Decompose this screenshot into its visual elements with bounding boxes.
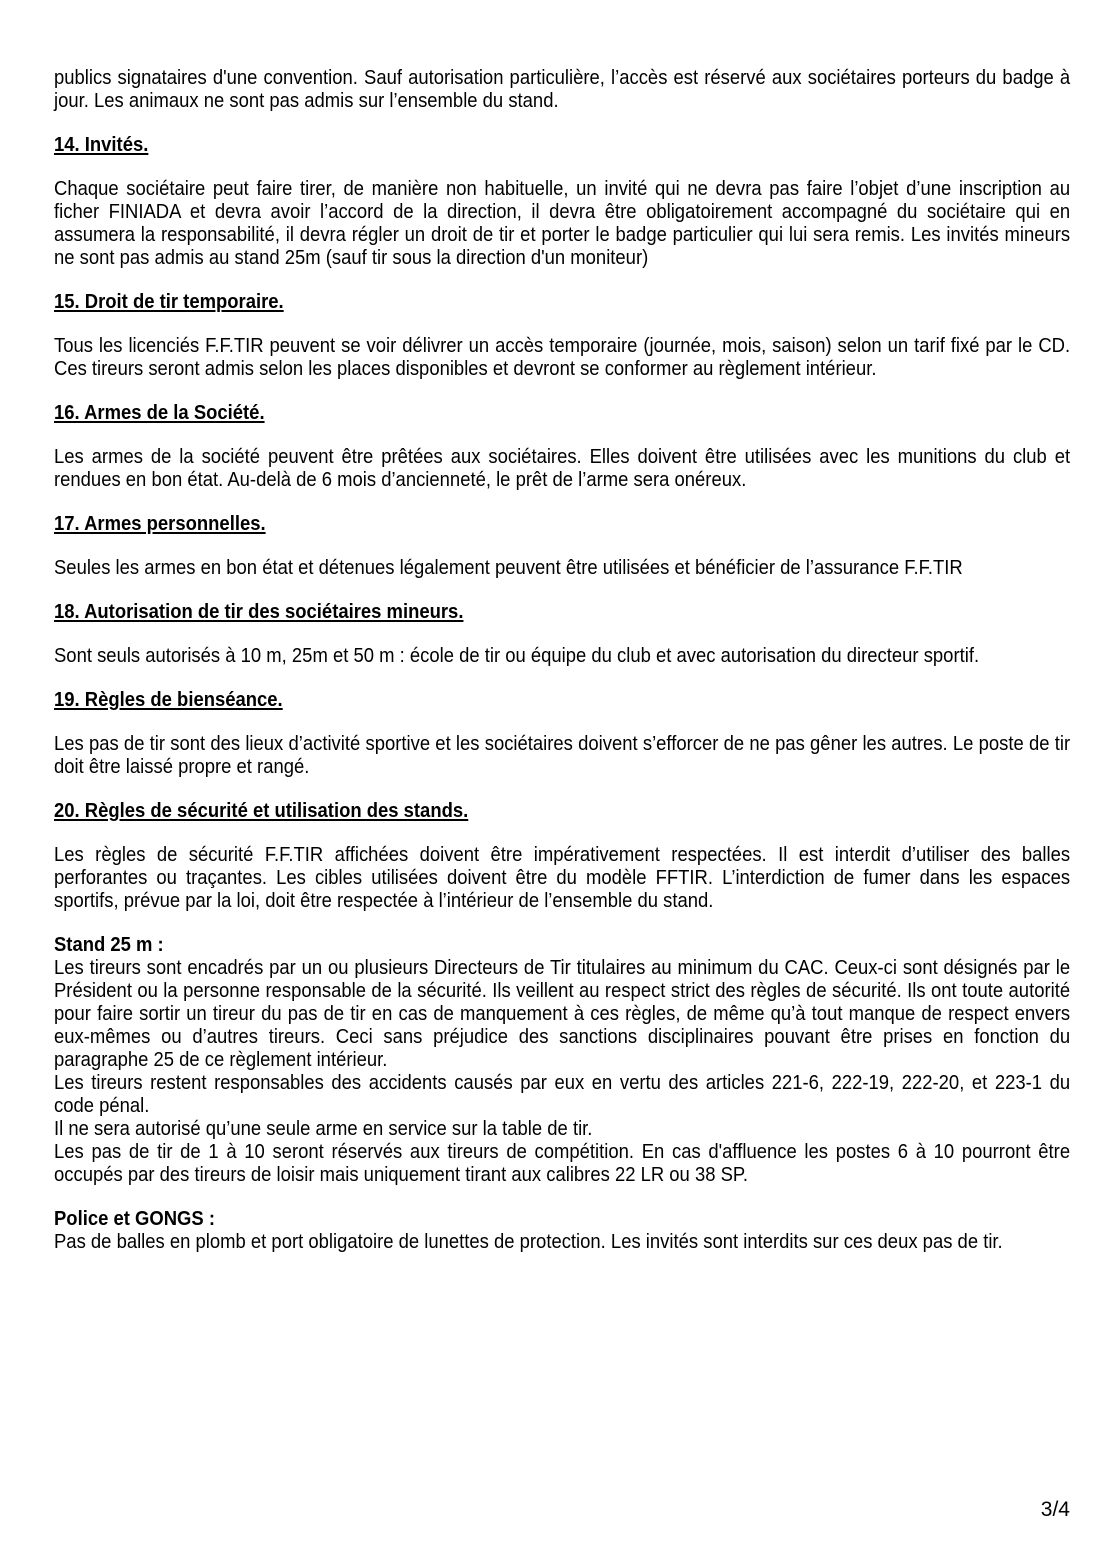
section-16-heading: 16. Armes de la Société. — [54, 401, 265, 424]
section-17-text: Seules les armes en bon état et détenues légalement peuvent être utilisées et bénéficier de l’assurance F.F.TIR — [54, 556, 963, 579]
section-16-text: Les armes de la société peuvent être prêtées aux sociétaires. Elles doivent être utilisées avec les munitions du club et rendues en bon état. Au-delà de 6 mois d’ancienneté, le prêt de l’arme sera onéreux. — [54, 445, 1071, 491]
section-20-heading: 20. Règles de sécurité et utilisation des stands. — [54, 799, 469, 822]
section-20-text: Les règles de sécurité F.F.TIR affichées doivent être impérativement respectées. Il est interdit d’utiliser des balles perforantes ou traçantes. Les cibles utilisées doivent être du modèle FFTIR. L’interdiction de fumer dans les espaces sportifs, prévue par la loi, doit être respectée à l’intérieur de l’ensemble du stand. — [54, 843, 1071, 912]
stand-25-paragraph-4: Les pas de tir de 1 à 10 seront réservés aux tireurs de compétition. En cas d'affluence les postes 6 à 10 pourront être occupés par des tireurs de loisir mais uniquement tirant aux calibres 22 LR ou 38 SP. — [54, 1140, 1071, 1186]
section-18-text: Sont seuls autorisés à 10 m, 25m et 50 m : école de tir ou équipe du club et avec autorisation du directeur sportif. — [54, 644, 980, 667]
section-19-text: Les pas de tir sont des lieux d’activité sportive et les sociétaires doivent s’efforcer de ne pas gêner les autres. Le poste de tir doit être laissé propre et rangé. — [54, 732, 1071, 778]
section-15-heading: 15. Droit de tir temporaire. — [54, 290, 284, 313]
section-14-heading: 14. Invités. — [54, 133, 149, 156]
stand-25-paragraph-2: Les tireurs restent responsables des accidents causés par eux en vertu des articles 221-6, 222-19, 222-20, et 223-1 du code pénal. — [54, 1071, 1071, 1117]
section-18-heading: 18. Autorisation de tir des sociétaires mineurs. — [54, 600, 464, 623]
document-body — [54, 66, 1070, 1253]
stand-25-paragraph-3: Il ne sera autorisé qu’une seule arme en service sur la table de tir. — [54, 1117, 593, 1140]
intro-paragraph: publics signataires d'une convention. Sauf autorisation particulière, l’accès est réservé aux sociétaires porteurs du badge à jour. Les animaux ne sont pas admis sur l’ensemble du stand. — [54, 66, 1071, 112]
section-17-heading: 17. Armes personnelles. — [54, 512, 266, 535]
section-19-heading: 19. Règles de bienséance. — [54, 688, 283, 711]
section-15-text: Tous les licenciés F.F.TIR peuvent se voir délivrer un accès temporaire (journée, mois, saison) selon un tarif fixé par le CD. Ces tireurs seront admis selon les places disponibles et devront se conformer au règlement intérieur. — [54, 334, 1071, 380]
police-gongs-heading: Police et GONGS : — [54, 1207, 215, 1230]
section-14-text: Chaque sociétaire peut faire tirer, de manière non habituelle, un invité qui ne devra pas faire l’objet d’une inscription au ficher FINIADA et devra avoir l’accord de la direction, il devra être obligatoirement accompagné du sociétaire qui en assumera la responsabilité, il devra régler un droit de tir et porter le badge particulier qui lui sera remis. Les invités mineurs ne sont pas admis au stand 25m (sauf tir sous la direction d'un moniteur) — [54, 177, 1071, 269]
stand-25-heading: Stand 25 m : — [54, 933, 164, 956]
page-number: 3/4 — [1040, 1498, 1070, 1521]
police-gongs-text: Pas de balles en plomb et port obligatoire de lunettes de protection. Les invités sont interdits sur ces deux pas de tir. — [54, 1230, 1003, 1253]
stand-25-paragraph-1: Les tireurs sont encadrés par un ou plusieurs Directeurs de Tir titulaires au minimum du CAC. Ceux-ci sont désignés par le Président ou la personne responsable de la sécurité. Ils veillent au respect strict des règles de sécurité. Ils ont toute autorité pour faire sortir un tireur du pas de tir en cas de manquement à ces règles, de même qu’à tout manque de respect envers eux-mêmes ou d’autres tireurs. Ceci sans préjudice des sanctions disciplinaires pouvant être prises en fonction du paragraphe 25 de ce règlement intérieur. — [54, 956, 1071, 1071]
